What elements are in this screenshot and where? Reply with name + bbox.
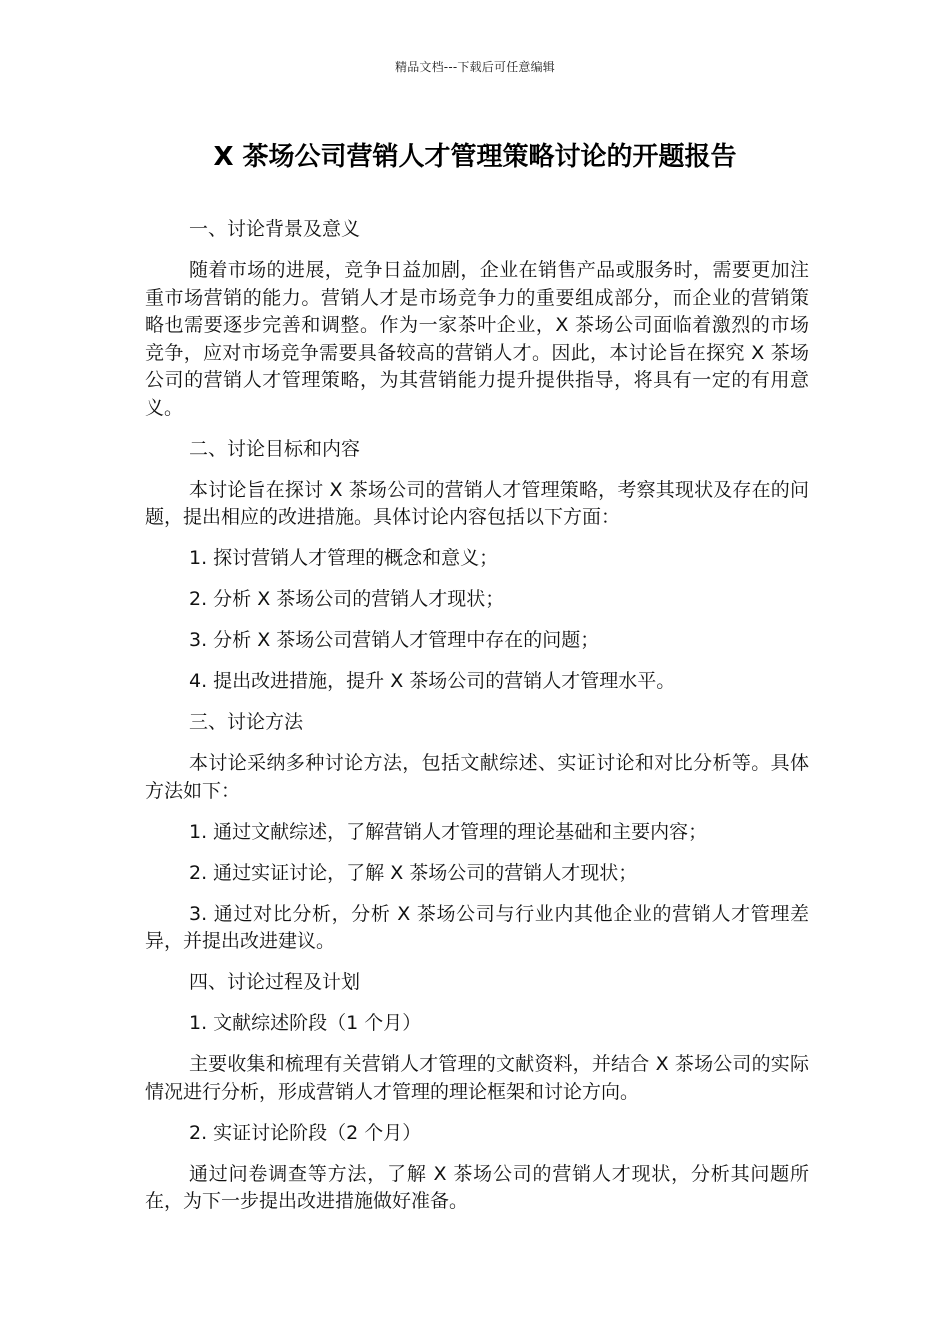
phase-heading: 1. 文献综述阶段（1 个月） xyxy=(189,1012,422,1034)
section-heading-process: 四、讨论过程及计划 xyxy=(189,971,361,993)
document-body xyxy=(145,216,809,1229)
section-heading-background: 一、讨论背景及意义 xyxy=(189,218,361,240)
method-item: 2. 通过实证讨论，了解 X 茶场公司的营销人才现状； xyxy=(189,861,638,884)
document-title: X 茶场公司营销人才管理策略讨论的开题报告 xyxy=(213,142,737,172)
goal-item: 2. 分析 X 茶场公司的营销人才现状； xyxy=(189,588,505,610)
goal-item: 1. 探讨营销人才管理的概念和意义； xyxy=(189,547,499,569)
goal-item: 3. 分析 X 茶场公司营销人才管理中存在的问题； xyxy=(189,629,600,651)
phase-description: 主要收集和梳理有关营销人才管理的文献资料，并结合 X 茶场公司的实际情况进行分析，形成营销人才管理的理论框架和讨论方向。 xyxy=(145,1053,809,1103)
paragraph-goals: 本讨论旨在探讨 X 茶场公司的营销人才管理策略，考察其现状及存在的问题，提出相应的改进措施。具体讨论内容包括以下方面： xyxy=(145,478,809,528)
phase-heading: 2. 实证讨论阶段（2 个月） xyxy=(189,1121,422,1144)
section-heading-goals: 二、讨论目标和内容 xyxy=(189,437,361,460)
phase-description: 通过问卷调查等方法，了解 X 茶场公司的营销人才现状，分析其问题所在，为下一步提出改进措施做好准备。 xyxy=(145,1162,809,1212)
paragraph-background: 随着市场的进展，竞争日益加剧，企业在销售产品或服务时，需要更加注重市场营销的能力。营销人才是市场竞争力的重要组成部分，而企业的营销策略也需要逐步完善和调整。作为一家茶叶企业，X 茶场公司面临着激烈的市场竞争，应对市场竞争需要具备较高的营销人才。因此，本讨论旨在探究 X 茶场公司的营销人才管理策略，为其营销能力提升提供指导，将具有一定的有用意义。 xyxy=(145,259,809,419)
goal-item: 4. 提出改进措施，提升 X 茶场公司的营销人才管理水平。 xyxy=(189,670,676,692)
method-item: 1. 通过文献综述，了解营销人才管理的理论基础和主要内容； xyxy=(189,820,708,843)
header-note: 精品文档---下载后可任意编辑 xyxy=(395,60,555,74)
paragraph-methods: 本讨论采纳多种讨论方法，包括文献综述、实证讨论和对比分析等。具体方法如下： xyxy=(145,752,809,802)
section-heading-methods: 三、讨论方法 xyxy=(189,711,304,733)
method-item: 3. 通过对比分析，分析 X 茶场公司与行业内其他企业的营销人才管理差异，并提出改进建议。 xyxy=(145,902,809,952)
